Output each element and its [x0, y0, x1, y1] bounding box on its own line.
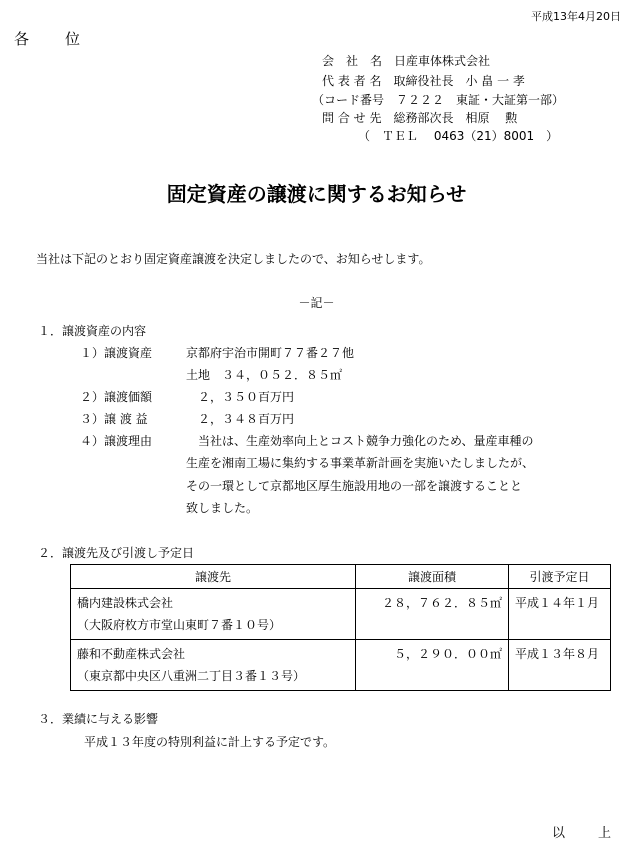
intro-text: 当社は下記のとおり固定資産譲渡を決定しましたので、お知らせします。 [36, 252, 431, 266]
stock-code: （コード番号 ７２２２ 東証・大証第一部） [312, 93, 565, 107]
closing-mark: 以 上 [552, 826, 622, 841]
item-value: 生産を湘南工場に集約する事業革新計画を実施いたしましたが、 [186, 456, 535, 470]
area-cell: ２８，７６２．８５㎡ [356, 589, 509, 640]
section2-heading: ２．譲渡先及び引渡し予定日 [38, 546, 195, 560]
item-label: ２）譲渡価額 [80, 390, 153, 404]
section3-heading: ３．業績に与える影響 [38, 712, 159, 726]
table-header-row [71, 565, 611, 589]
transferee-cell [71, 589, 356, 640]
item-value: 京都府宇治市開町７７番２７他 [186, 346, 355, 360]
item-value: ２，３５０百万円 [186, 390, 295, 404]
area-cell: ５，２９０．００㎡ [356, 640, 509, 691]
column-header-area: 譲渡面積 [356, 565, 509, 589]
company-name: 会 社 名 日産車体株式会社 [322, 54, 491, 68]
column-header-delivery-date: 引渡予定日 [509, 565, 611, 589]
transferee-cell [71, 640, 356, 691]
section3-body: 平成１３年度の特別利益に計上する予定です。 [84, 735, 336, 749]
delivery-date-cell: 平成１３年８月 [509, 640, 611, 691]
item-label: ３）譲 渡 益 [80, 412, 148, 426]
document-date: 平成13年4月20日 [531, 10, 621, 23]
transferee-address: （大阪府枚方市堂山東町７番１０号） [77, 618, 282, 632]
table-row [71, 589, 611, 640]
transfer-table [70, 564, 611, 691]
section1-heading: １．譲渡資産の内容 [38, 324, 147, 338]
ki-mark: －記－ [298, 296, 335, 310]
transferee-address: （東京都中央区八重洲二丁目３番１３号） [77, 669, 306, 683]
transferee-name: 藤和不動産株式会社 [77, 647, 186, 661]
transferee-name: 橋内建設株式会社 [77, 596, 174, 610]
contact-person: 問 合 せ 先 総務部次長 相原 勲 [322, 111, 518, 125]
contact-tel: （ ＴＥＬ 0463（21）8001 ） [358, 129, 559, 143]
representative: 代 表 者 名 取締役社長 小 畠 一 孝 [322, 74, 525, 88]
item-value: ２，３４８百万円 [186, 412, 295, 426]
item-value: 当社は、生産効率向上とコスト競争力強化のため、量産車種の [186, 434, 534, 448]
item-label: １）譲渡資産 [80, 346, 153, 360]
page-title: 固定資産の譲渡に関するお知らせ [166, 182, 467, 206]
item-label: ４）譲渡理由 [80, 434, 153, 448]
table-row [71, 640, 611, 691]
item-value: 致しました。 [186, 501, 259, 515]
item-value: その一環として京都地区厚生施設用地の一部を譲渡することと [186, 479, 523, 493]
delivery-date-cell: 平成１４年１月 [509, 589, 611, 640]
item-value: 土地 ３４，０５２．８５㎡ [186, 368, 343, 382]
column-header-transferee: 譲渡先 [71, 565, 356, 589]
recipients: 各 位 [14, 30, 83, 48]
